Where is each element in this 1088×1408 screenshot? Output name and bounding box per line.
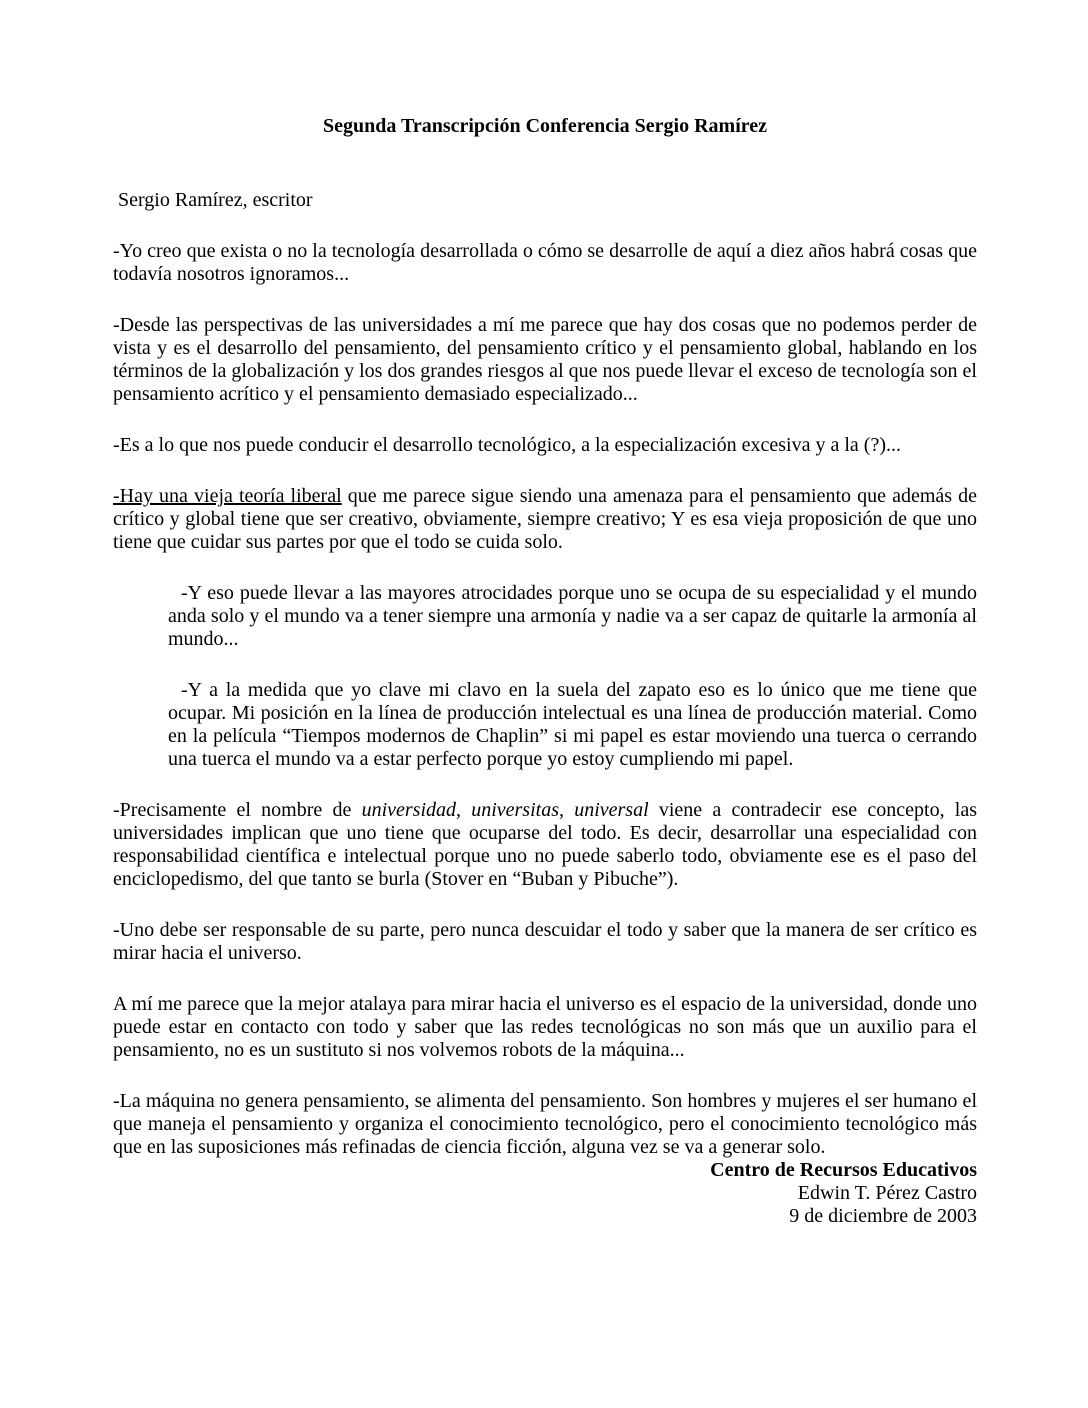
text-segment: viene a contradecir ese concepto, las universidades implican que uno tiene que ocuparse del todo. Es decir, desarrollar una especialidad con responsabilidad científica e intelectual porque uno no puede saberlo todo, obviamente ese es el paso del enciclopedismo, del que tanto se burla (Stover en “Buban y Pibuche”). xyxy=(113,799,978,890)
text-segment: que me parece sigue siendo una amenaza para el pensamiento que además de crítico y global tiene que ser creativo, obviamente, siempre creativo; Y es esa vieja proposición de que uno tiene que cuidar sus partes por que el todo se cuida solo. xyxy=(113,485,977,553)
paragraph xyxy=(113,434,977,457)
text-segment-italic: universidad, universitas, universal xyxy=(361,799,649,821)
text-segment: -Desde las perspectivas de las universidades a mí me parece que hay dos cosas que no podemos perder de vista y es el desarrollo del pensamiento, del pensamiento crítico y el pensamiento global, hablando en los términos de la globalización y los dos grandes riesgos al que nos puede llevar el exceso de tecnología son el pensamiento acrítico y el pensamiento demasiado especializado... xyxy=(113,314,977,405)
paragraph xyxy=(113,799,977,891)
paragraph xyxy=(113,1090,977,1159)
text-segment: -La máquina no genera pensamiento, se alimenta del pensamiento. Son hombres y mujeres el ser humano el que maneja el pensamiento y organiza el conocimiento tecnológico, pero el conocimiento tecnológico más que en las suposiciones más refinadas de ciencia ficción, alguna vez se va a generar solo. xyxy=(113,1090,977,1158)
speaker-line: Sergio Ramírez, escritor xyxy=(118,189,313,211)
text-segment: -Es a lo que nos puede conducir el desarrollo tecnológico, a la especialización excesiva y a la (?)... xyxy=(113,434,901,456)
footer xyxy=(113,1159,977,1228)
paragraph xyxy=(113,993,977,1062)
indented-paragraph xyxy=(168,582,977,651)
footer-organization: Centro de Recursos Educativos xyxy=(710,1159,977,1181)
text-segment: -Uno debe ser responsable de su parte, pero nunca descuidar el todo y saber que la manera de ser crítico es mirar hacia el universo. xyxy=(113,919,977,964)
text-segment-underline: -Hay una vieja teoría liberal xyxy=(113,485,342,507)
footer-author: Edwin T. Pérez Castro xyxy=(797,1182,977,1204)
footer-date: 9 de diciembre de 2003 xyxy=(789,1205,977,1227)
indented-paragraph xyxy=(168,679,977,771)
paragraph xyxy=(113,314,977,406)
document-title: Segunda Transcripción Conferencia Sergio Ramírez xyxy=(322,115,768,137)
document-body xyxy=(113,240,977,1159)
paragraph xyxy=(113,240,977,286)
text-segment: -Precisamente el nombre de xyxy=(113,799,362,821)
text-segment: A mí me parece que la mejor atalaya para mirar hacia el universo es el espacio de la universidad, donde uno puede estar en contacto con todo y saber que las redes tecnológicas no son más que un auxilio para el pensamiento, no es un sustituto si nos volvemos robots de la máquina... xyxy=(113,993,977,1061)
paragraph xyxy=(113,919,977,965)
text-segment: -Yo creo que exista o no la tecnología desarrollada o cómo se desarrolle de aquí a diez años habrá cosas que todavía nosotros ignoramos... xyxy=(113,240,977,285)
paragraph xyxy=(113,485,977,554)
text-segment: -Y eso puede llevar a las mayores atrocidades porque uno se ocupa de su especialidad y el mundo anda solo y el mundo va a tener siempre una armonía y nadie va a ser capaz de quitarle la armonía al mundo... xyxy=(168,582,977,650)
text-segment: -Y a la medida que yo clave mi clavo en la suela del zapato eso es lo único que me tiene que ocupar. Mi posición en la línea de producción intelectual es una línea de producción material. Como en la película “Tiempos modernos de Chaplin” si mi papel es estar moviendo una tuerca o cerrando una tuerca el mundo va a estar perfecto porque yo estoy cumpliendo mi papel. xyxy=(168,679,977,770)
